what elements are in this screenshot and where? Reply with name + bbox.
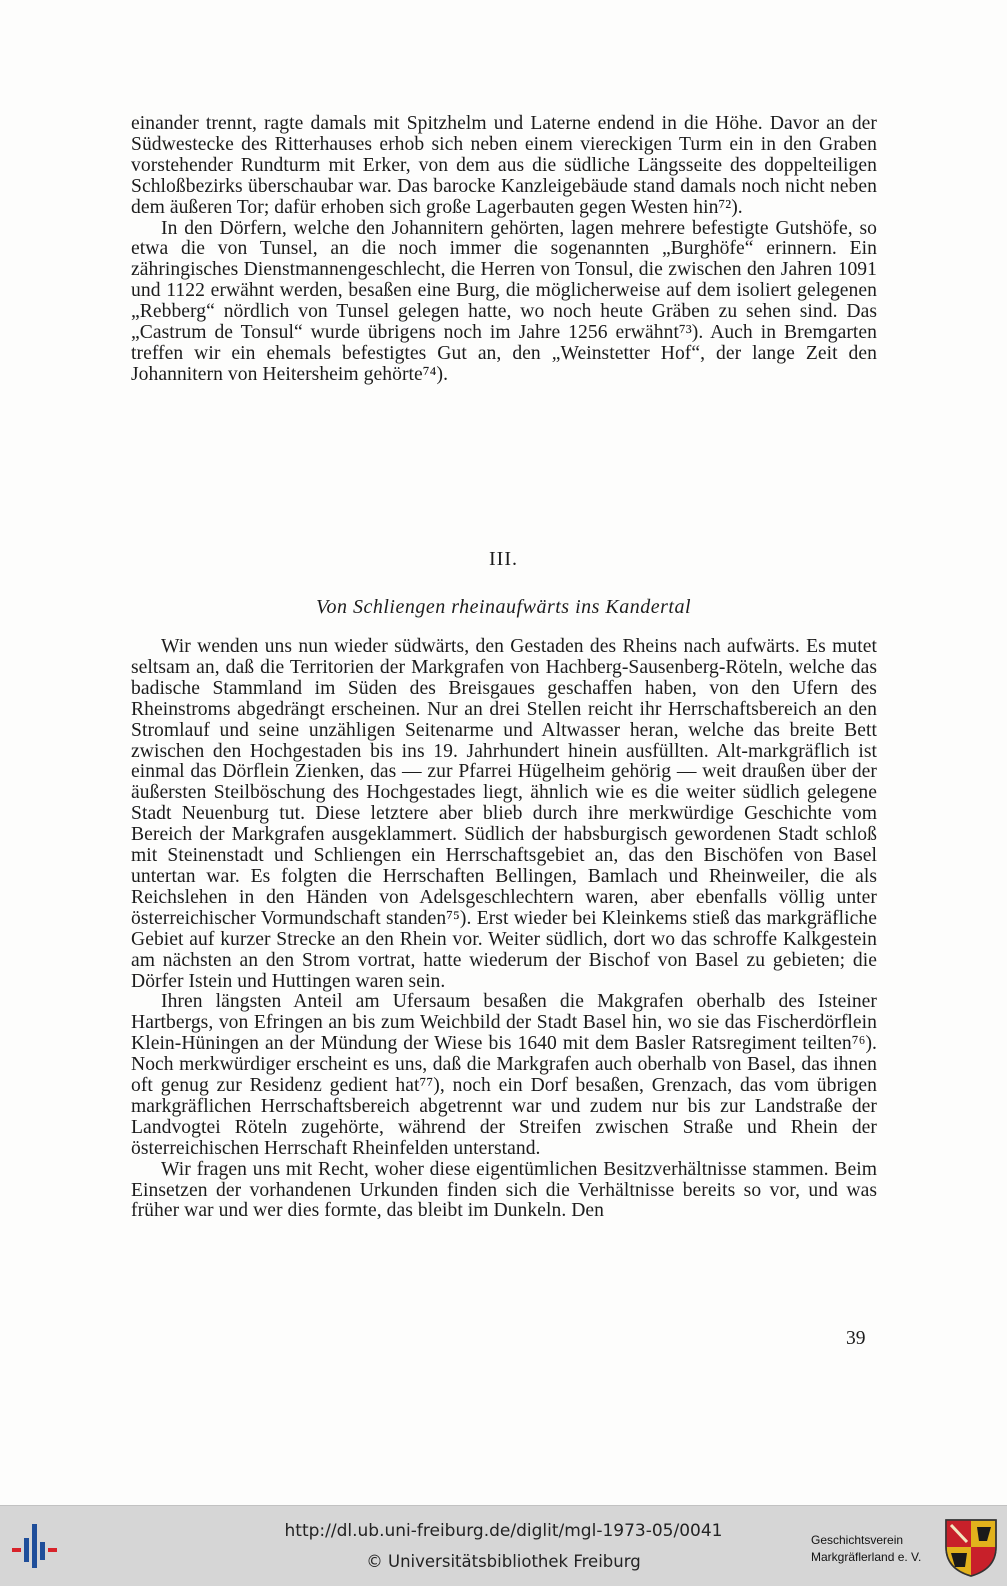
coat-of-arms-icon	[943, 1517, 999, 1579]
paragraph: Ihren längsten Anteil am Ufersaum besaßen die Makgrafen oberhalb des Isteiner Hartbergs, von Efringen an bis zum Weichbild der Stadt Basel hin, wo sie das Fischerdörflein Klein-Hüningen an der Mündung der Wiese bis 1640 mit dem Basler Ratsregiment teilten⁷⁶). Noch merkwürdiger erscheint es uns, daß die Markgrafen auch oberhalb von Basel, das ihnen oft genug zur Residenz gedient hat⁷⁷), noch ein Dorf besaßen, Grenzach, das vom übrigen markgräflichen Herrschaftsbereich abgetrennt war und zudem nur bis zur Landstraße der Landvogtei Röteln zugehörte, während der Streifen zwischen Straße und Rhein der österreichischen Herrschaft Rheinfelden unterstand.	[131, 991, 877, 1159]
paragraph: In den Dörfern, welche den Johannitern gehörten, lagen mehrere befestigte Gutshöfe, so etwa die von Tunsel, an die noch immer die sogenannten „Burghöfe“ erinnern. Ein zähringisches Dienstmannengeschlecht, die Herren von Tonsul, die zwischen den Jahren 1091 und 1122 erwähnt werden, besaßen eine Burg, die möglicherweise auf dem isoliert gelegenen „Rebberg“ nördlich von Tunsel gelegen hatte, wo noch heute Gräben zu sehen sind. Das „Castrum de Tonsul“ wurde übrigens noch im Jahre 1256 erwähnt⁷³). Auch in Bremgarten treffen wir ein ehemals befestigtes Gut an, den „Weinstetter Hof“, der lange Zeit den Johannitern von Heitersheim gehörte⁷⁴).	[131, 217, 877, 385]
society-name-line2: Markgräflerland e. V.	[811, 1550, 922, 1564]
society-name-line1: Geschichtsverein	[811, 1533, 904, 1547]
text-block-top	[131, 114, 877, 386]
footer-url-link[interactable]: http://dl.ub.uni-freiburg.de/diglit/mgl-1973-05/0041	[284, 1521, 723, 1541]
paragraph: Wir fragen uns mit Recht, woher diese eigentümlichen Besitzverhältnisse stammen. Beim Einsetzen der vorhandenen Urkunden finden sich die Verhältnisse bereits so vor, und was früher war und wer dies formte, das bleibt im Dunkeln. Den	[131, 1158, 877, 1222]
footer-bar	[0, 1505, 1007, 1586]
paragraph: Wir wenden uns nun wieder südwärts, den Gestaden des Rheins nach aufwärts. Es mutet seltsam an, daß die Territorien der Markgrafen von Hachberg-Sausenberg-Röteln, welche das badische Stammland im Süden des Breisgaues geschaffen haben, von den Ufern des Rheinstroms abgedrängt erscheinen. Nur an drei Stellen reicht ihr Herrschaftsbereich an den Stromlauf und seine unzähligen Seitenarme und Altwasser heran, welche das breite Bett zwischen den Hochgestaden bis ins 19. Jahrhundert hinein ausfüllten. Alt-markgräflich ist einmal das Dörflein Zienken, das — zur Pfarrei Hügelheim gehörig — weit draußen über der äußersten Steilböschung des Hochgestades liegt, ähnlich wie es die weiter südlich gelegene Stadt Neuenburg tut. Diese letztere aber blieb durch ihre merkwürdige Geschichte vom Bereich der Markgrafen ausgeklammert. Südlich der habsburgisch gewordenen Stadt schloß mit Steinenstadt und Schliengen ein Herrschaftsgebiet an, das den Bischöfen von Basel untertan war. Es folgten die Herrschaften Bellingen, Bamlach und Rheinweiler, die als Reichslehen in den Händen von Adelsgeschlechtern waren, aber ebenfalls völlig unter österreichischer Vormundschaft standen⁷⁵). Erst wieder bei Kleinkems stieß das markgräfliche Gebiet auf kurzer Strecke an den Rhein vor. Weiter südlich, dort wo das schroffe Kalkgestein am nächsten an den Strom vortrat, hatte wiederum der Bischof von Basel zu gebieten; die Dörfer Istein und Huttingen waren sein.	[131, 636, 877, 992]
society-name	[811, 1532, 931, 1566]
text-block-main	[131, 637, 877, 1222]
section-number: III.	[489, 548, 518, 570]
section-title: Von Schliengen rheinaufwärts ins Kandertal	[315, 596, 692, 618]
paragraph: einander trennt, ragte damals mit Spitzhelm und Laterne endend in die Höhe. Davor an der Südwestecke des Ritterhauses erhob sich neben einem viereckigen Turm ein in den Graben vorstehender Rundturm mit Erker, von dem aus die südliche Längsseite des doppelteiligen Schloßbezirks überschaubar war. Das barocke Kanzleigebäude stand damals noch nicht neben dem äußeren Tor; dafür erhoben sich große Lagerbauten gegen Westen hin⁷²).	[131, 113, 877, 218]
page-number: 39	[846, 1328, 866, 1349]
footer-copyright: © Universitätsbibliothek Freiburg	[366, 1552, 641, 1571]
